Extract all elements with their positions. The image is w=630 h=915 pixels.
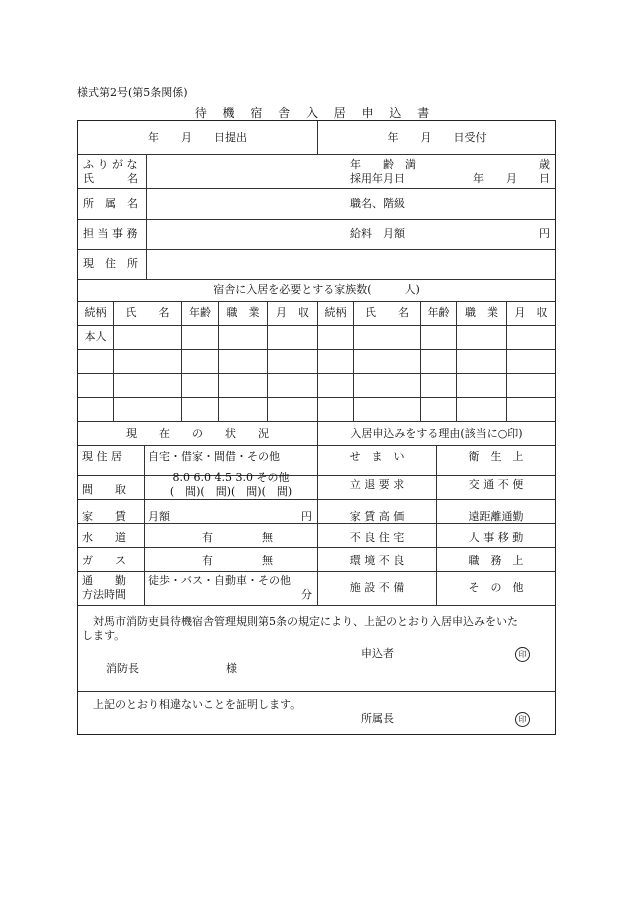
col-age: 年齢	[427, 306, 450, 319]
water-label: 水 道	[82, 531, 126, 544]
residence-options[interactable]: 自宅・借家・間借・その他	[148, 450, 280, 463]
applicant-signature-label: 申込者	[361, 647, 394, 660]
reason-bad-environment[interactable]: 環 境 不 良	[349, 554, 405, 567]
rent-unit: 円	[301, 510, 312, 523]
addressee: 消防長	[106, 662, 139, 675]
family-count-heading: 宿舎に入居を必要とする家族数( 人)	[213, 283, 420, 296]
col-income: 月 収	[514, 306, 548, 319]
commute-options[interactable]: 徒歩・バス・自動車・その他	[148, 574, 291, 587]
certification-text: 上記のとおり相違ないことを証明します。	[93, 698, 302, 711]
col-relation: 続柄	[324, 306, 347, 319]
reason-heading: 入居申込みをする理由(該当に○印)	[350, 427, 523, 440]
reason-long-commute[interactable]: 遠距離通勤	[468, 510, 524, 523]
applicant-seal-icon: 印	[515, 647, 530, 662]
layout-options[interactable]: 8.0 6.0 4.5 3.0 その他	[172, 471, 290, 484]
department-label: 所 属 名	[83, 197, 138, 210]
col-relation: 続柄	[84, 306, 107, 319]
application-form	[77, 120, 556, 735]
gas-label: ガ ス	[82, 554, 126, 567]
reason-poor-housing[interactable]: 不 良 住 宅	[349, 531, 405, 544]
reason-other[interactable]: そ の 他	[468, 581, 524, 594]
hire-date-label: 採用年月日	[350, 172, 405, 185]
duty-label: 担 当 事 務	[83, 227, 138, 240]
col-occupation: 職 業	[465, 306, 498, 319]
gas-no[interactable]: 無	[262, 554, 273, 567]
rent-amount-label: 月額	[148, 510, 170, 523]
address-label: 現 住 所	[83, 257, 138, 270]
current-situation-heading: 現 在 の 状 況	[126, 427, 269, 440]
addressee-suffix: 様	[226, 662, 237, 675]
age-unit: 歳	[539, 158, 550, 171]
commute-time-label: 方法時間	[82, 588, 126, 601]
col-age: 年齢	[189, 306, 211, 319]
reason-hygiene[interactable]: 衛 生 上	[468, 450, 524, 463]
reason-duty[interactable]: 職 務 上	[468, 554, 524, 567]
rank-label: 職名、階級	[350, 197, 405, 210]
furigana-label: ふ り が な	[83, 158, 138, 171]
reason-high-rent[interactable]: 家 賃 高 価	[349, 510, 405, 523]
age-label: 年 齢 満	[350, 158, 416, 171]
received-date[interactable]: 年 月 日受付	[387, 131, 487, 144]
name-field[interactable]	[148, 157, 348, 187]
water-yes[interactable]: 有	[202, 531, 213, 544]
water-no[interactable]: 無	[262, 531, 273, 544]
rent-label: 家 賃	[82, 510, 126, 523]
form-number: 様式第2号(第5条関係)	[77, 86, 188, 99]
reason-eviction[interactable]: 立 退 要 求	[349, 478, 405, 491]
declaration-text-cont: します。	[82, 629, 126, 642]
hire-date-field[interactable]: 年 月 日	[473, 172, 550, 185]
gas-yes[interactable]: 有	[202, 554, 213, 567]
col-name: 氏 名	[125, 306, 170, 319]
supervisor-label: 所属長	[361, 712, 394, 725]
col-occupation: 職 業	[226, 306, 260, 319]
commute-label: 通 勤	[82, 574, 126, 587]
col-income: 月 収	[276, 306, 309, 319]
salary-label: 給料 月額	[350, 227, 405, 240]
layout-rooms[interactable]: ( 間)( 間)( 間)( 間)	[169, 485, 293, 498]
reason-transport[interactable]: 交 通 不 便	[468, 478, 524, 491]
submitted-date[interactable]: 年 月 日提出	[148, 131, 247, 144]
self-relation: 本人	[84, 330, 107, 343]
layout-label: 間 取	[82, 483, 126, 496]
supervisor-seal-icon: 印	[515, 712, 530, 727]
reason-transfer[interactable]: 人 事 移 動	[468, 531, 524, 544]
reason-cramped[interactable]: せ ま い	[349, 450, 405, 463]
residence-label: 現 住 居	[82, 450, 122, 463]
col-name: 氏 名	[365, 306, 409, 319]
declaration-text: 対馬市消防吏員待機宿舎管理規則第5条の規定により、上記のとおり入居申込みをいた	[93, 615, 518, 628]
name-label: 氏 名	[83, 172, 138, 185]
salary-unit: 円	[539, 227, 550, 240]
commute-unit: 分	[301, 588, 312, 601]
form-title: 待 機 宿 舎 入 居 申 込 書	[194, 106, 436, 120]
reason-facilities[interactable]: 施 設 不 備	[349, 581, 405, 594]
